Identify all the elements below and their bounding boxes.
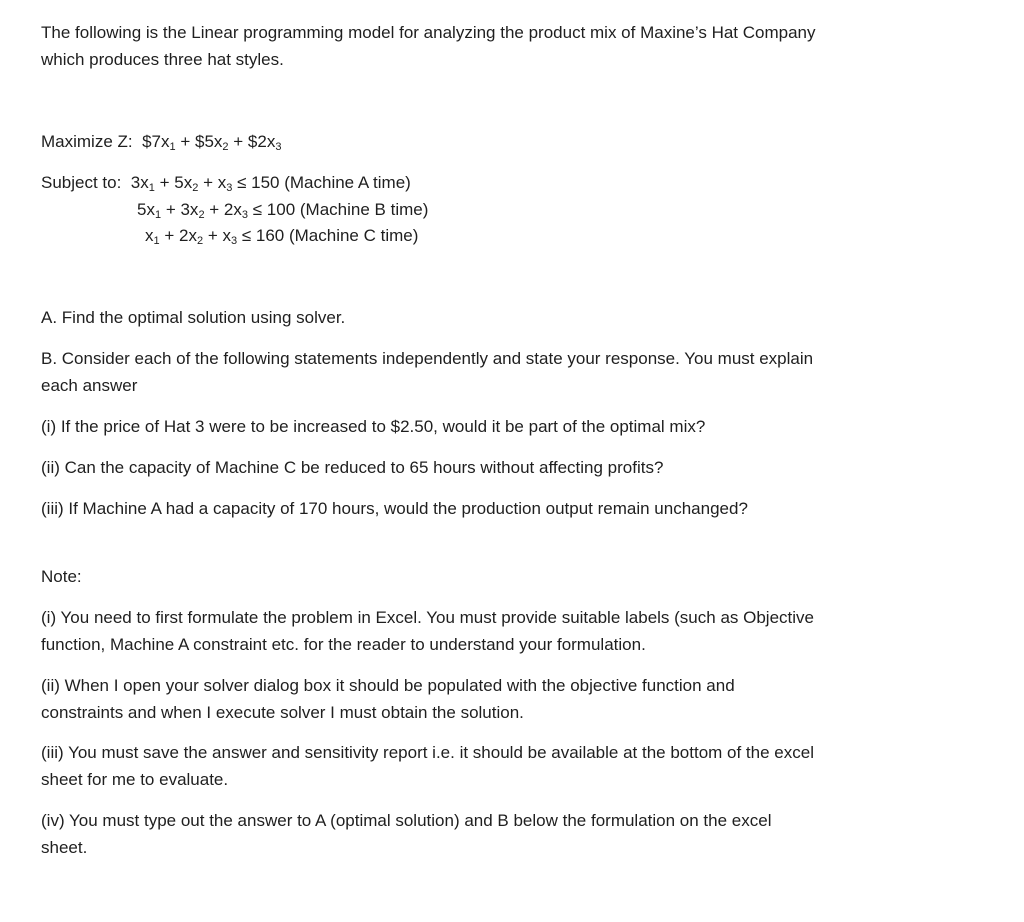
constraint-row-1 <box>41 169 411 196</box>
constraint-term: 3x <box>130 173 149 192</box>
spellcheck-mark: i <box>47 413 51 440</box>
subscript: 3 <box>230 235 238 247</box>
intro-line-2: which produces three hat styles. <box>41 50 284 69</box>
item-text: ) You need to first formulate the problem in Excel. You must provide suitable labels (such as Objective <box>50 608 814 627</box>
note-heading: Note: <box>41 567 82 586</box>
subscript: 3 <box>241 209 249 221</box>
constraint-term: + 3x <box>161 200 199 219</box>
question-a: A. Find the optimal solution using solver. <box>41 308 346 327</box>
note-item-ii-line-1: (ii) When I open your solver dialog box it should be populated with the objective function and <box>41 676 735 695</box>
note-item-i-line-1 <box>41 604 814 631</box>
question-b-item-i <box>41 413 705 440</box>
note-item-i-line-2: function, Machine A constraint etc. for the reader to understand your formulation. <box>41 635 646 654</box>
question-b-line-1: B. Consider each of the following statements independently and state your response. You must explain <box>41 349 814 368</box>
subscript: 1 <box>169 141 176 153</box>
subscript: 1 <box>154 209 162 221</box>
objective-term-2: + $5x <box>175 132 223 151</box>
objective-label: Maximize Z: <box>41 132 133 151</box>
paren: ( <box>41 608 47 627</box>
constraint-term: + x <box>198 173 227 192</box>
constraint-term: 5x <box>137 200 155 219</box>
constraint-row-2 <box>137 196 428 223</box>
item-text: ) If the price of Hat 3 were to be increased to $2.50, would it be part of the optimal mix? <box>50 417 706 436</box>
subscript: 3 <box>226 182 233 194</box>
subscript: 1 <box>148 182 155 194</box>
subscript: 1 <box>153 235 160 247</box>
subscript: 2 <box>222 141 229 153</box>
constraint-rhs: ≤ 100 (Machine B time) <box>248 200 429 219</box>
intro-line-1: The following is the Linear programming model for analyzing the product mix of Maxine’s Hat Company <box>41 23 816 42</box>
question-b-line-2: each answer <box>41 376 138 395</box>
constraint-term: + 2x <box>159 226 197 245</box>
note-item-iii-line-2: sheet for me to evaluate. <box>41 770 229 789</box>
question-b-item-iii: (iii) If Machine A had a capacity of 170 hours, would the production output remain unchanged? <box>41 499 748 518</box>
subscript: 2 <box>198 209 205 221</box>
constraint-term: + x <box>203 226 231 245</box>
objective-term-1: $7x <box>142 132 170 151</box>
constraints-label: Subject to: <box>41 173 122 192</box>
paren: ( <box>41 417 47 436</box>
constraint-term: + 2x <box>204 200 242 219</box>
subscript: 2 <box>192 182 199 194</box>
constraint-term: + 5x <box>154 173 193 192</box>
note-item-ii-line-2: constraints and when I execute solver I must obtain the solution. <box>41 703 524 722</box>
objective-function <box>41 128 281 155</box>
note-item-iv-line-2: sheet. <box>41 838 88 857</box>
note-item-iv-line-1: (iv) You must type out the answer to A (optimal solution) and B below the formulation on the excel <box>41 811 772 830</box>
note-item-iii-line-1: (iii) You must save the answer and sensitivity report i.e. it should be available at the bottom of the excel <box>41 743 814 762</box>
constraint-rhs: ≤ 150 (Machine A time) <box>237 173 411 192</box>
constraint-term: x <box>145 226 154 245</box>
spellcheck-mark: i <box>47 604 51 631</box>
constraint-rhs: ≤ 160 (Machine C time) <box>241 226 419 245</box>
question-b-item-ii: (ii) Can the capacity of Machine C be reduced to 65 hours without affecting profits? <box>41 458 664 477</box>
constraint-row-3 <box>145 222 418 249</box>
objective-term-3: + $2x <box>228 132 276 151</box>
subscript: 3 <box>275 141 282 153</box>
subscript: 2 <box>196 235 204 247</box>
